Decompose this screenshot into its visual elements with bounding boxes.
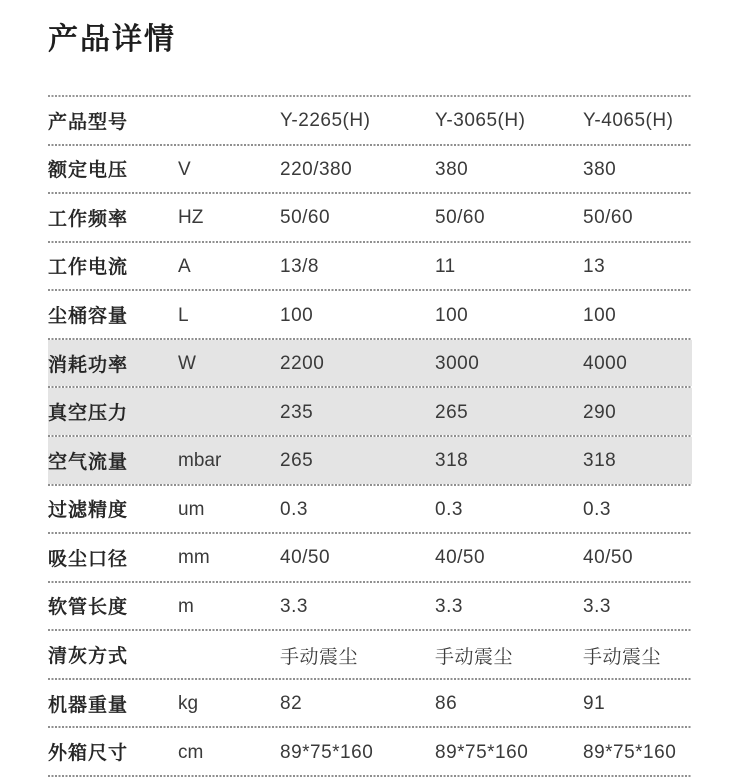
spec-row-label: 工作电流 (48, 257, 129, 279)
spec-row-unit: mbar (178, 450, 222, 472)
spec-row (48, 97, 692, 144)
spec-row-value-1: 3.3 (280, 595, 308, 617)
spec-row-value-1: 50/60 (280, 207, 331, 229)
spec-row-unit (178, 411, 280, 413)
spec-row-value-2: 11 (435, 255, 456, 277)
spec-row-value-1: 100 (280, 304, 314, 326)
spec-row-value-2: 100 (435, 304, 469, 326)
spec-row-value-2: 40/50 (435, 547, 486, 569)
spec-row-unit: mm (178, 547, 210, 569)
spec-row-unit: m (178, 595, 194, 617)
spec-row (48, 583, 692, 630)
spec-row-value-1: 82 (280, 693, 303, 715)
spec-row-label: 消耗功率 (48, 354, 129, 376)
spec-row (48, 486, 692, 533)
spec-row-value-3: 13 (583, 255, 606, 277)
spec-row (48, 146, 692, 193)
spec-row-value-3: 290 (583, 401, 617, 423)
spec-row-label: 清灰方式 (48, 645, 129, 667)
spec-row-unit: L (178, 304, 189, 326)
spec-row-value-2: 手动震尘 (435, 646, 514, 668)
spec-row-value-3: 0.3 (583, 498, 611, 520)
spec-row-value-3: 100 (583, 304, 617, 326)
spec-row-value-3: 40/50 (583, 547, 634, 569)
spec-row-value-2: 89*75*160 (435, 741, 529, 763)
spec-row (48, 194, 692, 241)
spec-row-value-2: 50/60 (435, 207, 486, 229)
spec-row-value-1: 89*75*160 (280, 741, 374, 763)
spec-row-label: 过滤精度 (48, 500, 129, 522)
spec-table (48, 95, 692, 777)
spec-row-value-2: 318 (435, 450, 469, 472)
spec-row-value-3: 手动震尘 (583, 646, 662, 668)
spec-row (48, 631, 692, 678)
spec-row (48, 437, 692, 484)
spec-row-label: 软管长度 (48, 597, 129, 619)
spec-row-unit: A (178, 255, 191, 277)
spec-row-label: 空气流量 (48, 451, 129, 473)
spec-row (48, 388, 692, 435)
spec-row-value-3: 3.3 (583, 595, 611, 617)
spec-row-value-1: 13/8 (280, 255, 319, 277)
spec-row (48, 243, 692, 290)
spec-row-value-3: Y-4065(H) (583, 110, 674, 132)
spec-row-value-2: 265 (435, 401, 469, 423)
spec-row-value-2: 380 (435, 158, 469, 180)
spec-row-unit: HZ (178, 207, 204, 229)
spec-row-value-3: 50/60 (583, 207, 634, 229)
spec-row-unit (178, 119, 280, 121)
spec-row-unit: cm (178, 741, 204, 763)
spec-row-value-1: 0.3 (280, 498, 308, 520)
spec-row-value-2: 3.3 (435, 595, 463, 617)
spec-row (48, 340, 692, 387)
spec-row-value-1: 2200 (280, 353, 325, 375)
spec-row-value-1: Y-2265(H) (280, 110, 371, 132)
spec-row-value-3: 380 (583, 158, 617, 180)
spec-row-value-2: Y-3065(H) (435, 110, 526, 132)
spec-row-value-2: 86 (435, 693, 458, 715)
spec-row-label: 产品型号 (48, 111, 129, 133)
spec-row (48, 680, 692, 727)
spec-row-label: 机器重量 (48, 694, 129, 716)
spec-row-value-2: 3000 (435, 353, 480, 375)
spec-row-label: 真空压力 (48, 403, 129, 425)
spec-row-value-2: 0.3 (435, 498, 463, 520)
spec-row (48, 534, 692, 581)
spec-row-value-3: 4000 (583, 353, 628, 375)
spec-row (48, 728, 692, 775)
spec-row-label: 额定电压 (48, 160, 129, 182)
spec-row-unit: V (178, 158, 191, 180)
spec-row-unit (178, 653, 280, 655)
spec-row-label: 工作频率 (48, 208, 129, 230)
spec-row-value-3: 89*75*160 (583, 741, 677, 763)
spec-row-value-1: 265 (280, 450, 314, 472)
spec-row-value-1: 235 (280, 401, 314, 423)
spec-row-unit: kg (178, 693, 199, 715)
spec-row (48, 291, 692, 338)
page-title: 产品详情 (48, 23, 176, 56)
spec-row-value-3: 91 (583, 693, 606, 715)
spec-row-value-1: 220/380 (280, 158, 353, 180)
spec-row-value-1: 40/50 (280, 547, 331, 569)
spec-row-label: 尘桶容量 (48, 306, 129, 328)
spec-row-unit: um (178, 498, 205, 520)
spec-row-value-3: 318 (583, 450, 617, 472)
spec-row-unit: W (178, 353, 196, 375)
spec-row-label: 吸尘口径 (48, 548, 129, 570)
spec-row-value-1: 手动震尘 (280, 646, 359, 668)
spec-row-label: 外箱尺寸 (48, 743, 129, 765)
